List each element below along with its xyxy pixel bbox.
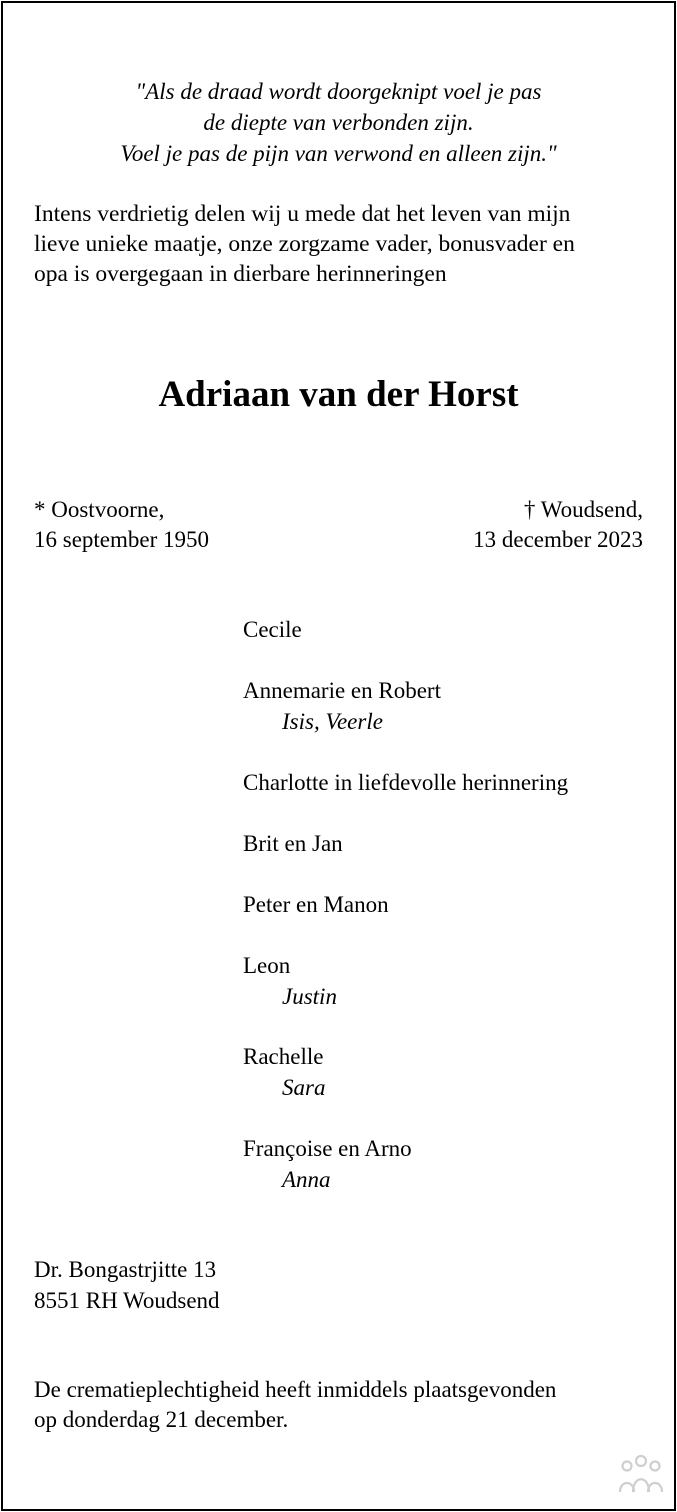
birth-info <box>34 495 209 555</box>
ceremony-line: De crematieplechtigheid heeft inmiddels plaatsgevonden <box>34 1377 557 1402</box>
announcement-line: Intens verdrietig delen wij u mede dat het leven van mijn <box>34 201 571 227</box>
deceased-name: Adriaan van der Horst <box>158 374 519 415</box>
birth-date: 16 september 1950 <box>34 527 210 552</box>
ceremony-notice <box>34 1375 556 1435</box>
family-member: Françoise en Arno <box>243 1136 412 1161</box>
announcement-line: lieve unieke maatje, onze zorgzame vader, bonusvader en <box>34 231 575 257</box>
death-place: † Woudsend, <box>523 497 643 522</box>
address-street: Dr. Bongastrjitte 13 <box>34 1257 217 1282</box>
memorial-quote <box>0 76 677 169</box>
grandchildren: Sara <box>282 1075 326 1100</box>
birth-place: * Oostvoorne, <box>34 497 165 522</box>
death-date: 13 december 2023 <box>473 527 643 552</box>
quote-line: de diepte van verbonden zijn. <box>203 110 474 135</box>
family-member: Leon <box>243 953 291 978</box>
grandchildren: Anna <box>282 1167 331 1192</box>
family-member: Peter en Manon <box>243 892 389 917</box>
people-group-icon <box>617 1452 665 1500</box>
address-city: 8551 RH Woudsend <box>34 1288 220 1313</box>
announcement-line: opa is overgegaan in dierbare herinneringen <box>34 261 447 287</box>
quote-line: Voel je pas de pijn van verwond en alleen zijn." <box>120 141 557 166</box>
grandchildren: Justin <box>282 984 337 1009</box>
grandchildren: Isis, Veerle <box>282 709 383 734</box>
ceremony-line: op donderdag 21 december. <box>34 1407 289 1432</box>
death-info <box>473 495 643 555</box>
family-member: Charlotte in liefdevolle herinnering <box>243 770 569 795</box>
quote-line: "Als de draad wordt doorgeknipt voel je pas <box>135 79 542 104</box>
correspondence-address <box>34 1254 220 1316</box>
family-member: Cecile <box>243 617 302 642</box>
family-member: Brit en Jan <box>243 831 343 856</box>
family-member: Annemarie en Robert <box>243 678 441 703</box>
announcement-text <box>34 199 575 289</box>
family-member: Rachelle <box>243 1044 324 1069</box>
